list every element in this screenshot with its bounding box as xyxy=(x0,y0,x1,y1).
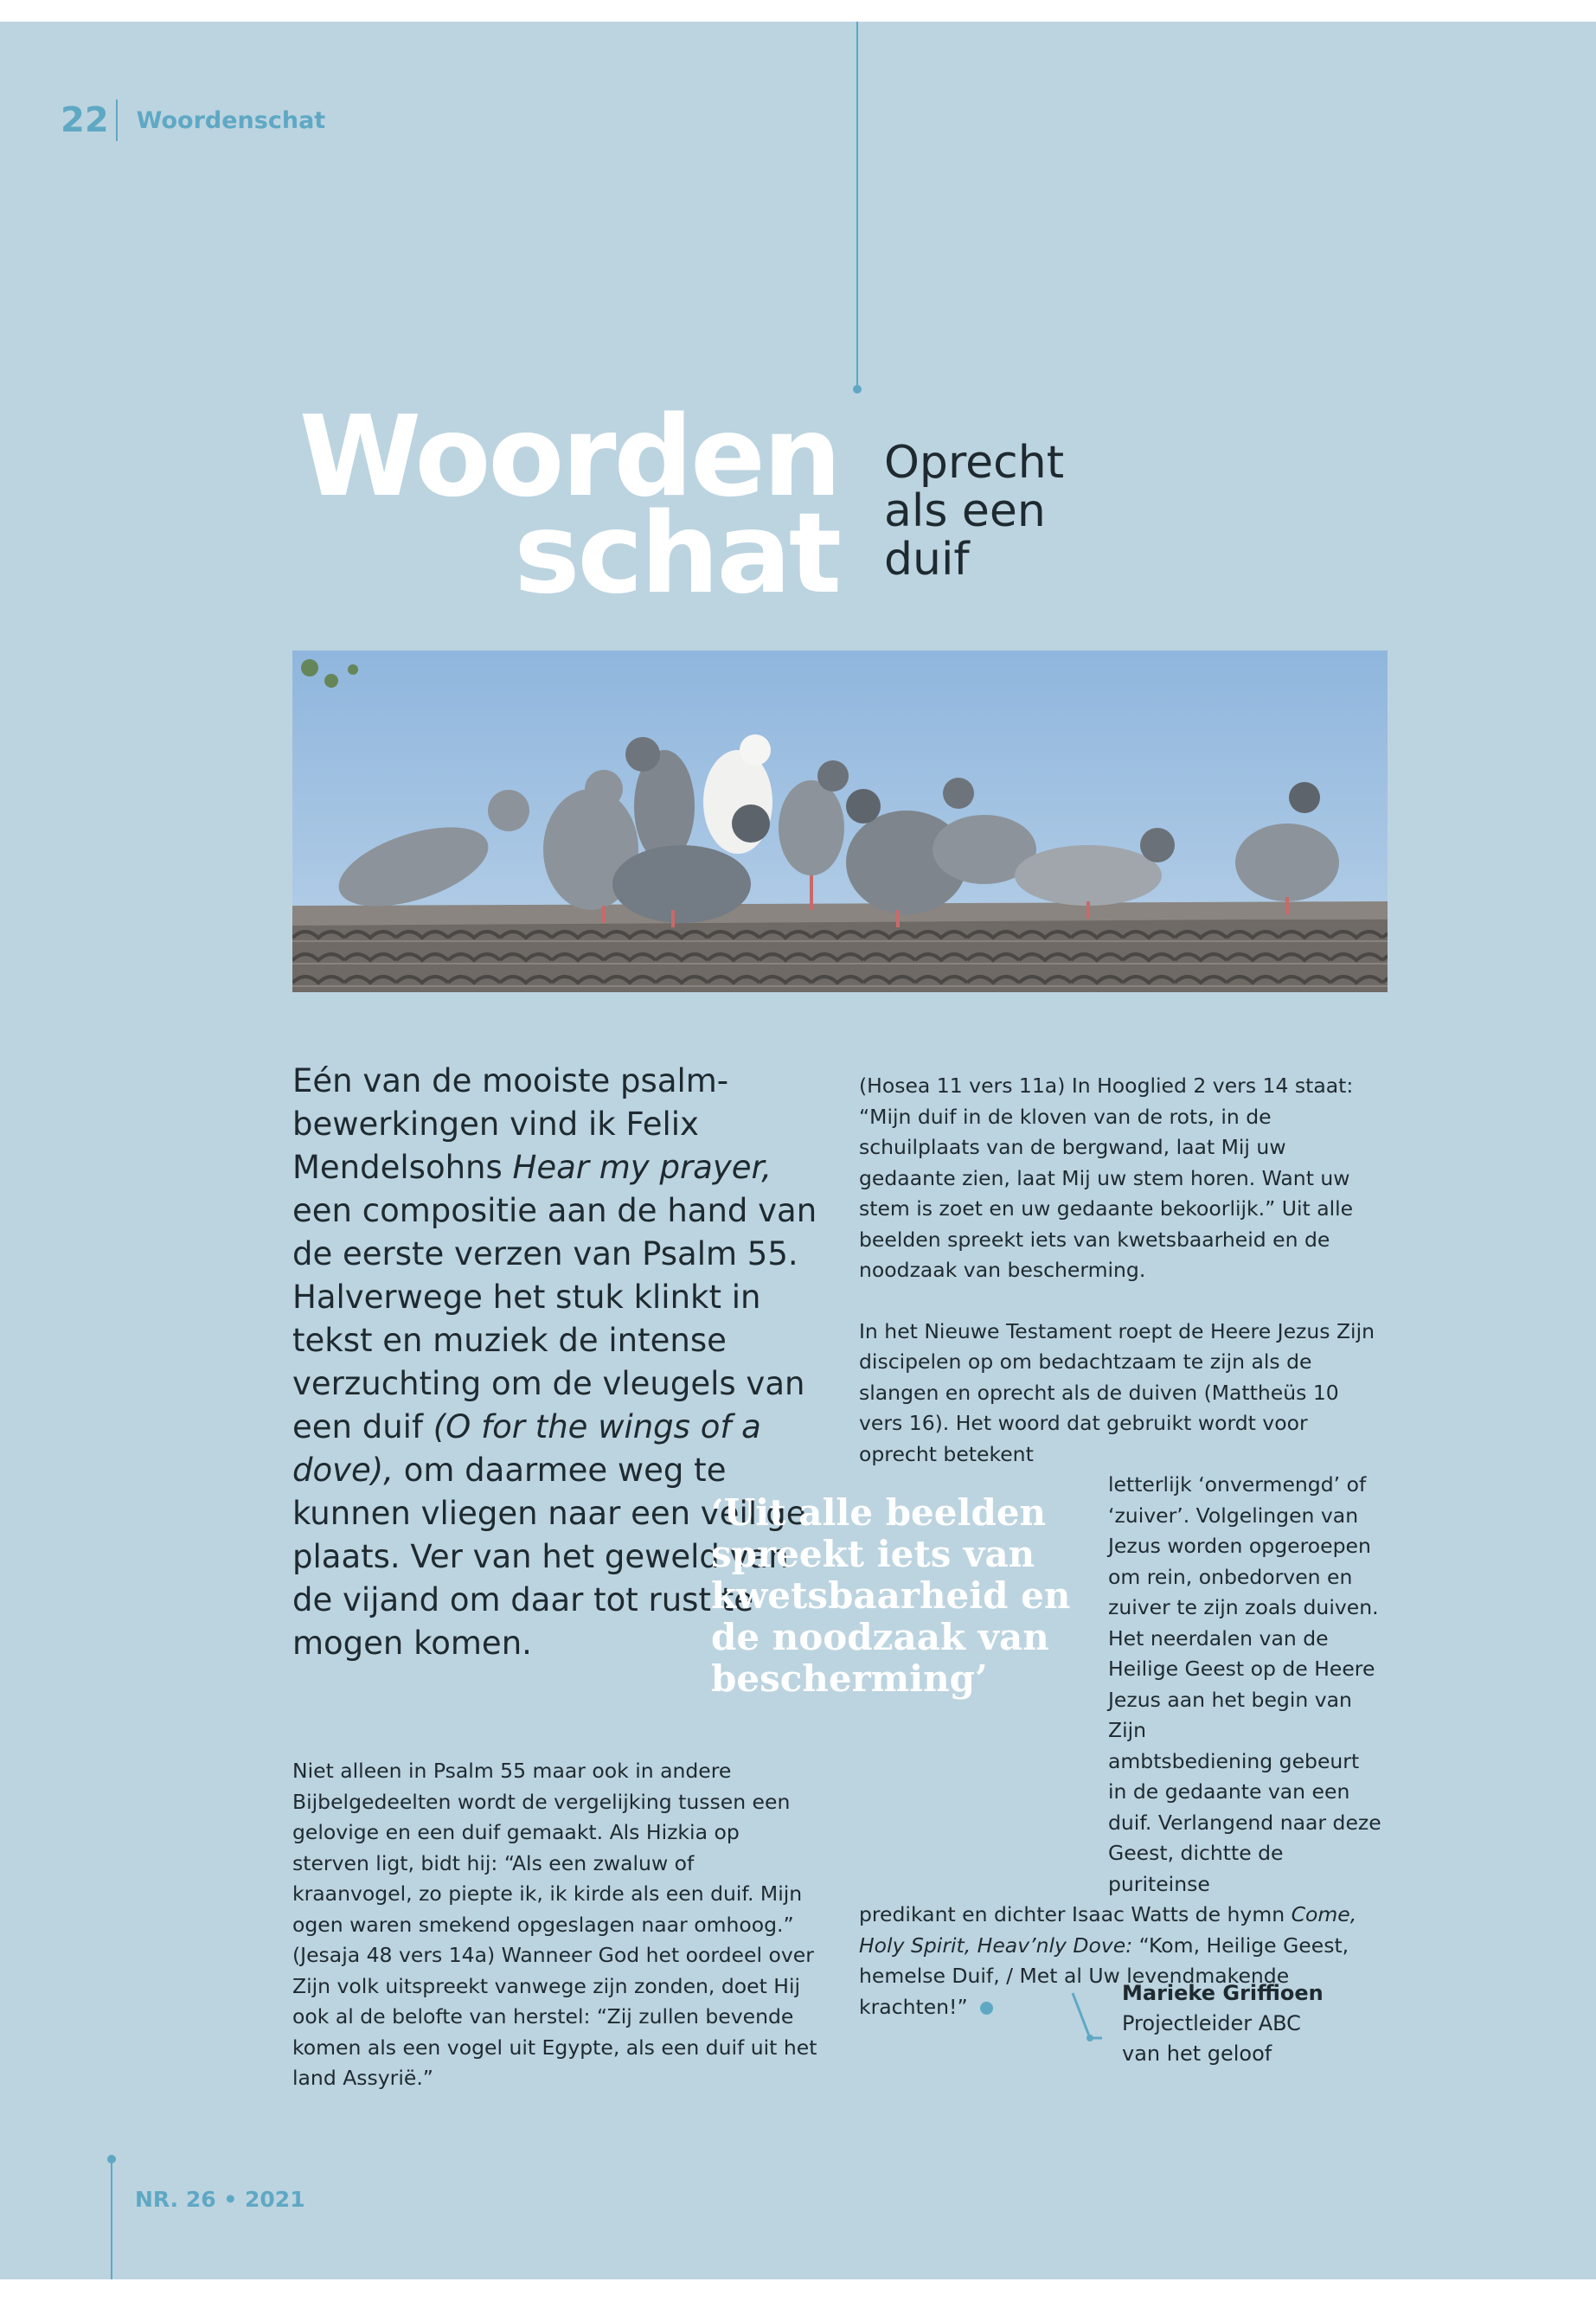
body-right-p2-tail-1: predikant en dichter Isaac Watts de hymn xyxy=(859,1902,1292,1926)
magazine-page xyxy=(0,22,1596,2279)
subtitle-line-1: Oprecht xyxy=(884,437,1065,489)
subtitle xyxy=(884,439,1064,584)
header-separator xyxy=(116,99,118,141)
indent-line: Jezus worden opgeroepen xyxy=(1108,1534,1371,1558)
author-signature xyxy=(1122,1978,1324,2069)
top-divider-dot xyxy=(853,385,862,394)
page-header xyxy=(61,99,325,141)
indent-line: zuiver te zijn zoals duiven. xyxy=(1108,1595,1379,1619)
pigeons-on-roof-photo xyxy=(292,651,1388,992)
end-dot-icon xyxy=(980,2002,993,2015)
body-right-p2-full: In het Nieuwe Testament roept de Heere Jezus Zijn discipelen op om bedachtzaam te zijn als de slangen en oprecht als de duiven (Mattheüs 10 vers 16). Het woord dat gebruikt wordt voor oprecht betekent xyxy=(859,1318,1375,1466)
indent-line: om rein, onbedorven en xyxy=(1108,1564,1353,1589)
pull-quote: ‘Uit alle beelden spreekt iets van kwetsbaarheid en de noodzaak van bescherming’ xyxy=(711,1491,1071,1700)
bottom-divider-dot xyxy=(107,2155,116,2163)
subtitle-line-2: als een xyxy=(884,485,1046,537)
page-number: 22 xyxy=(61,100,109,140)
lead-text-1: Eén van de mooiste psalm-bewerkingen vind ik Felix Mendelsohns xyxy=(292,1062,729,1186)
lead-italic-1: Hear my prayer, xyxy=(512,1149,772,1186)
indent-line: Geest, dichtte de puriteinse xyxy=(1108,1841,1284,1896)
page-title xyxy=(260,393,839,619)
body-right-paragraph-2 xyxy=(859,1317,1387,2023)
title-line-2: schat xyxy=(514,490,839,619)
signature-pointer-icon xyxy=(1069,1990,1104,2050)
bottom-divider-line xyxy=(111,2158,112,2279)
body-right-p2-tail-2: “Kom, Heilige Geest, hemelse Duif, / Met al Uw levendmakende krachten!” xyxy=(859,1932,1349,2019)
body-text-right xyxy=(859,1071,1387,2022)
lead-text-2: een compositie aan de hand van de eerste verzen van Psalm 55. Halverwege het stuk klinkt in tekst en muziek de intense verzuchting om de vleugels van een duif xyxy=(292,1192,817,1445)
lead-italic-2: (O for the wings of a dove), xyxy=(292,1408,761,1489)
indent-line: letterlijk ‘onvermengd’ of xyxy=(1108,1472,1367,1497)
author-name: Marieke Griffioen xyxy=(1122,1981,1324,2005)
indent-line: Het neerdalen van de xyxy=(1108,1625,1329,1650)
title-line-1: Woorden xyxy=(298,393,839,522)
indent-line: Heilige Geest op de Heere xyxy=(1108,1657,1375,1681)
author-role-2: van het geloof xyxy=(1122,2041,1272,2066)
body-text-left: Niet alleen in Psalm 55 maar ook in andere Bijbelgedeelten wordt de vergelijking tussen een gelovige en een duif gemaakt. Als Hizkia op sterven ligt, bidt hij: “Als een zwaluw of kraanvogel, zo piepte ik, ik kirde als een duif. Mijn ogen waren smekend opgeslagen naar omhoog.” (Jesaja 48 vers 14a) Wanneer God het oordeel over Zijn volk uitspreekt vanwege zijn zonden, doet Hij ook al de belofte van herstel: “Zij zullen bevende komen als een vogel uit Egypte, als een duif uit het land Assyrië.” xyxy=(292,1759,817,2090)
indent-line: ‘zuiver’. Volgelingen van xyxy=(1108,1503,1359,1528)
top-divider-line xyxy=(856,22,858,389)
indent-line: in de gedaante van een xyxy=(1108,1779,1350,1804)
lead-text-3: om daarmee weg te kunnen vliegen naar een veilige plaats. Ver van het geweld van de vijand om daar tot rust te mogen komen. xyxy=(292,1452,806,1662)
issue-number: NR. 26 • 2021 xyxy=(135,2187,305,2212)
indent-line: Jezus aan het begin van Zijn xyxy=(1108,1687,1352,1742)
section-name: Woordenschat xyxy=(136,106,326,134)
hymn-title: Come, Holy Spirit, Heav’nly Dove: xyxy=(859,1902,1357,1958)
subtitle-line-3: duif xyxy=(884,534,970,586)
photo-illustration xyxy=(292,651,1388,992)
body-right-paragraph-1: (Hosea 11 vers 11a) In Hooglied 2 vers 14 staat: “Mijn duif in de kloven van de rots, in de schuilplaats van de bergwand, laat Mij uw gedaante zien, laat Mij uw stem horen. Want uw stem is zoet en uw gedaante bekoorlijk.” Uit alle beelden spreekt iets van kwetsbaarheid en de noodzaak van bescherming. xyxy=(859,1074,1354,1282)
indent-line: ambtsbediening gebeurt xyxy=(1108,1748,1360,1773)
indent-line: duif. Verlangend naar deze xyxy=(1108,1810,1381,1835)
author-role-1: Projectleider ABC xyxy=(1122,2011,1301,2035)
